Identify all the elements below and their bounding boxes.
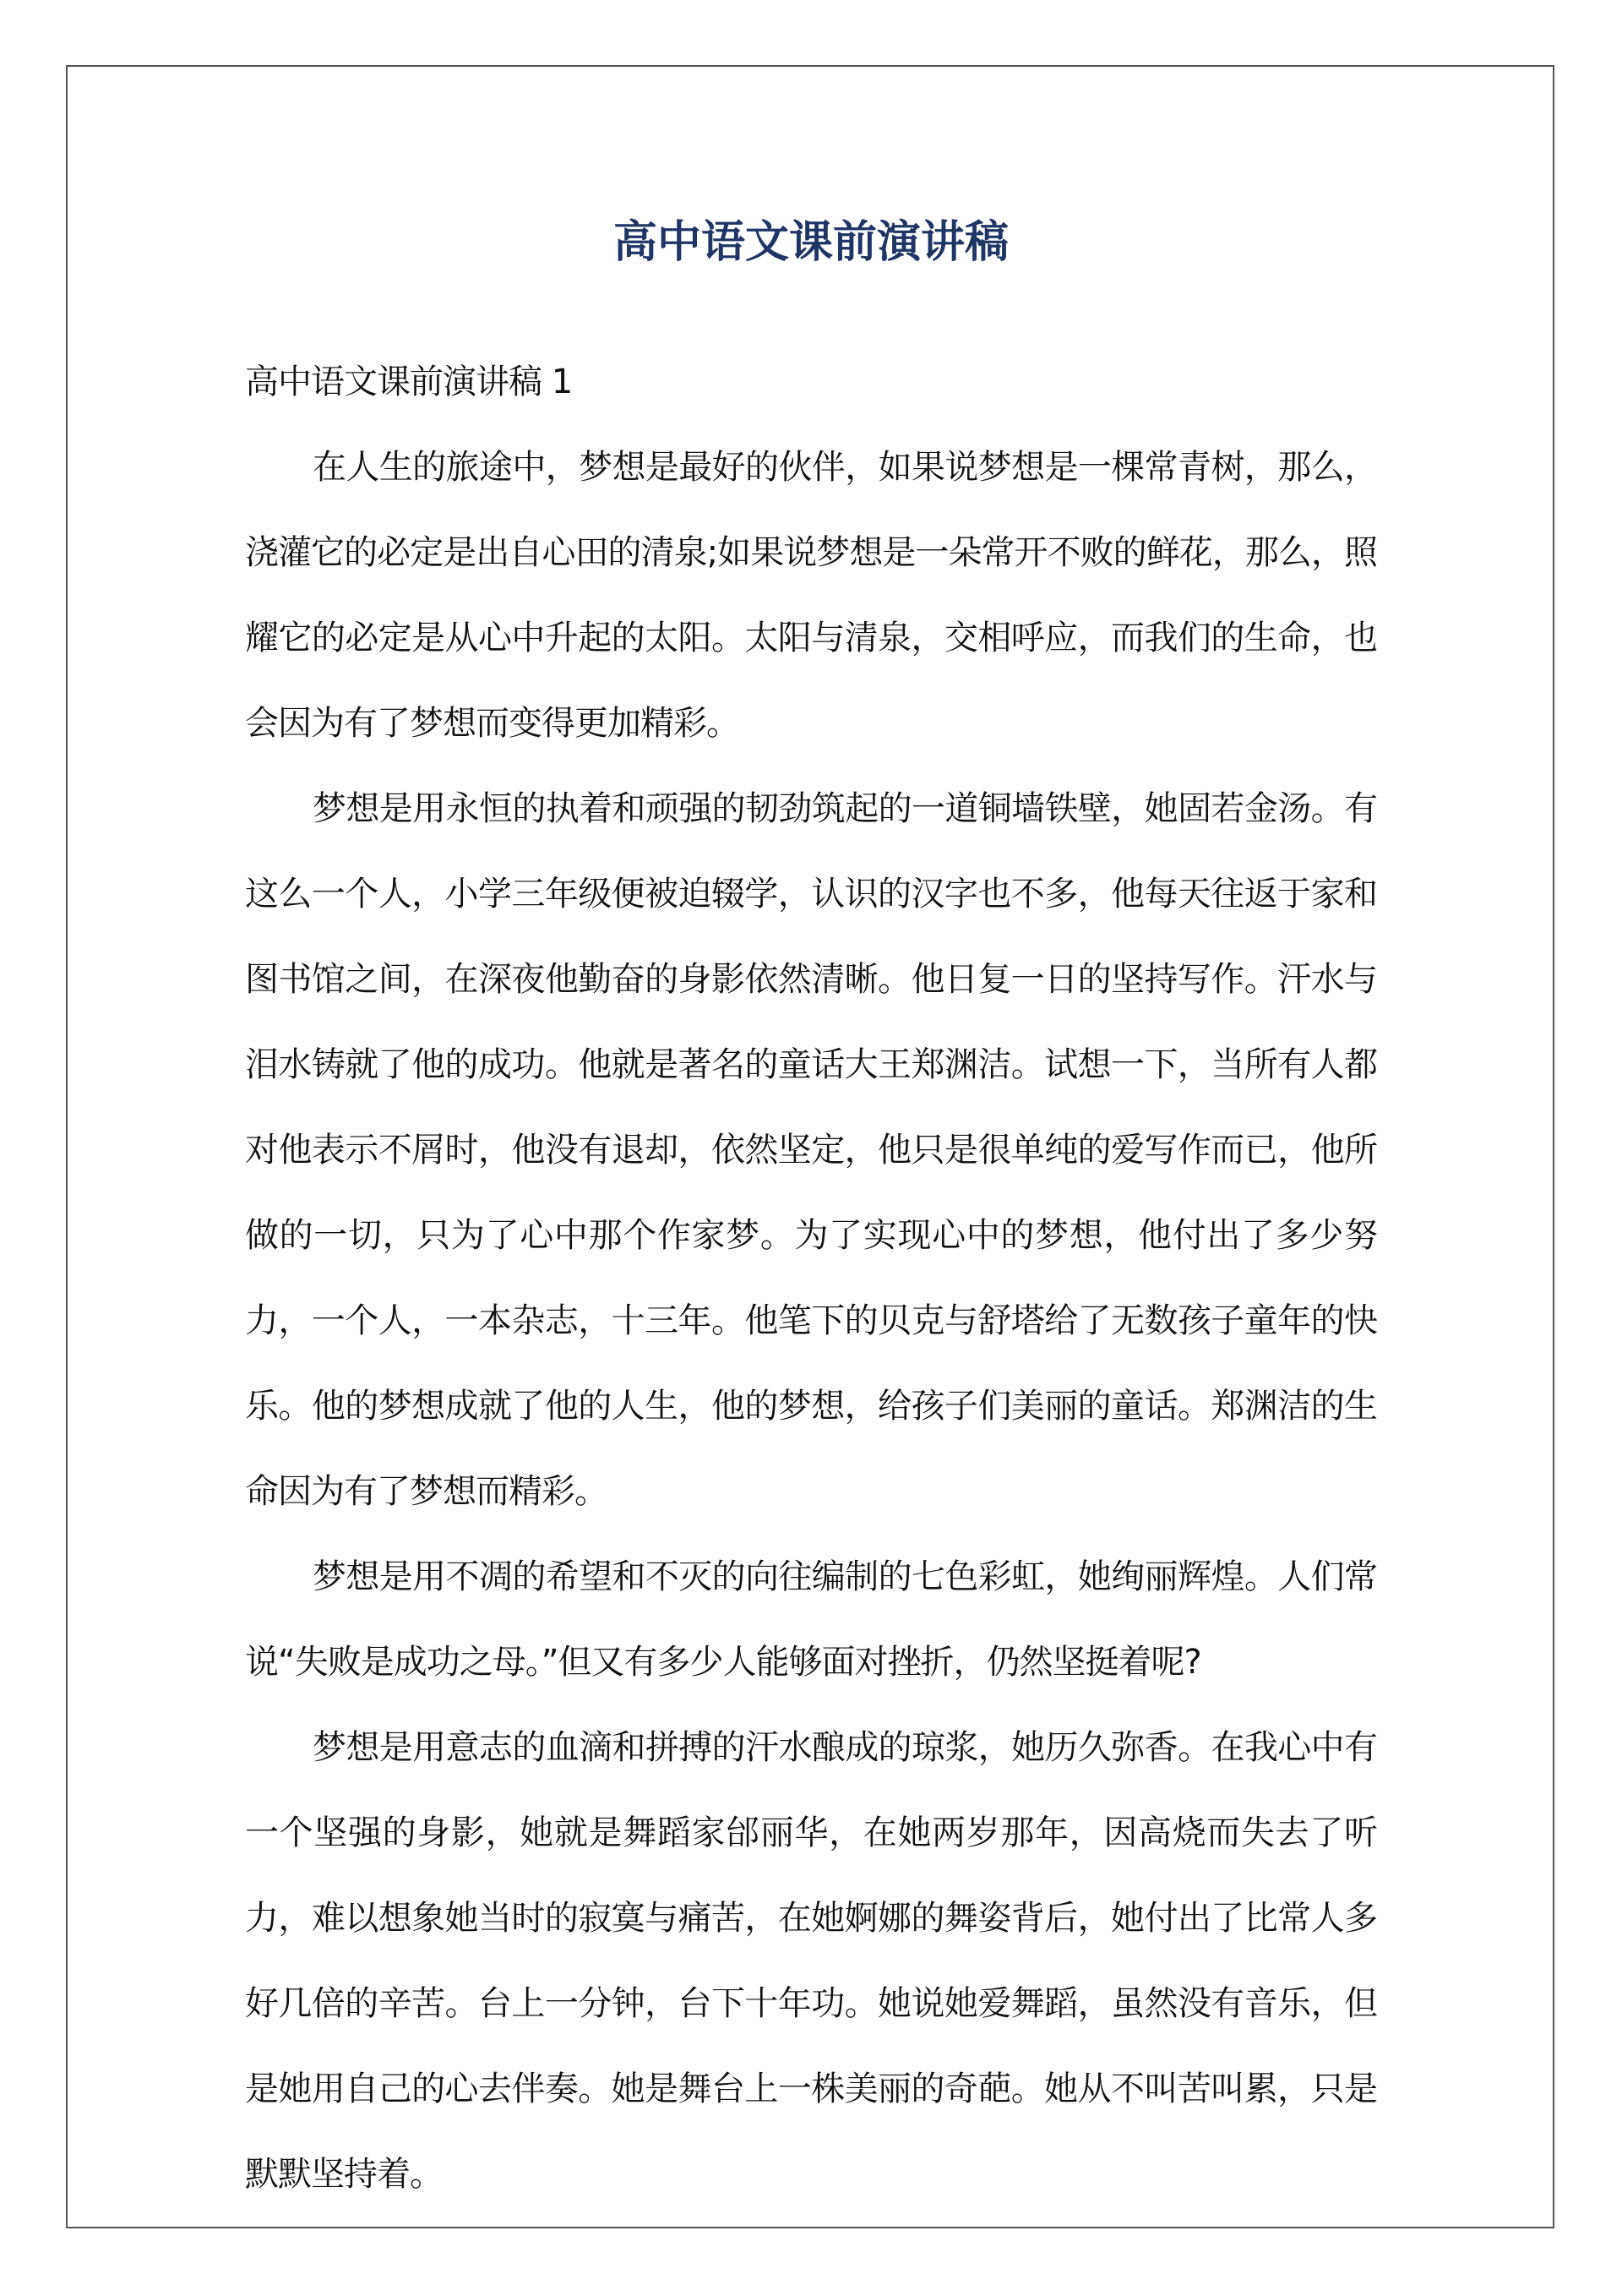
paragraph-3: 梦想是用不凋的希望和不灭的向往编制的七色彩虹，她绚丽辉煌。人们常说“失败是成功之母。”但又有多少人能够面对挫折，仍然坚挺着呢? — [245, 1557, 1377, 1682]
paragraph-1: 在人生的旅途中，梦想是最好的伙伴，如果说梦想是一棵常青树，那么，浇灌它的必定是出自心田的清泉;如果说梦想是一朵常开不败的鲜花，那么，照耀它的必定是从心中升起的太阳。太阳与清泉，交相呼应，而我们的生命，也会因为有了梦想而变得更加精彩。 — [245, 448, 1377, 743]
paragraph-2: 梦想是用永恒的执着和顽强的韧劲筑起的一道铜墙铁壁，她固若金汤。有这么一个人，小学三年级便被迫辍学，认识的汉字也不多，他每天往返于家和图书馆之间，在深夜他勤奋的身影依然清晰。他日复一日的坚持写作。汗水与泪水铸就了他的成功。他就是著名的童话大王郑渊洁。试想一下，当所有人都对他表示不屑时，他没有退却，依然坚定，他只是很单纯的爱写作而已，他所做的一切，只为了心中那个作家梦。为了实现心中的梦想，他付出了多少努力，一个人，一本杂志，十三年。他笔下的贝克与舒塔给了无数孩子童年的快乐。他的梦想成就了他的人生，他的梦想，给孩子们美丽的童话。郑渊洁的生命因为有了梦想而精彩。 — [245, 789, 1377, 1511]
document-title: 高中语文课前演讲稿 — [612, 217, 1009, 268]
section-subtitle: 高中语文课前演讲稿 1 — [245, 363, 573, 401]
paragraph-4: 梦想是用意志的血滴和拼搏的汗水酿成的琼浆，她历久弥香。在我心中有一个坚强的身影，她就是舞蹈家邰丽华，在她两岁那年，因高烧而失去了听力，难以想象她当时的寂寞与痛苦，在她婀娜的舞姿背后，她付出了比常人多好几倍的辛苦。台上一分钟，台下十年功。她说她爱舞蹈，虽然没有音乐，但是她用自己的心去伴奏。她是舞台上一株美丽的奇葩。她从不叫苦叫累，只是默默坚持着。 — [245, 1728, 1377, 2194]
document-body — [245, 340, 1377, 2217]
